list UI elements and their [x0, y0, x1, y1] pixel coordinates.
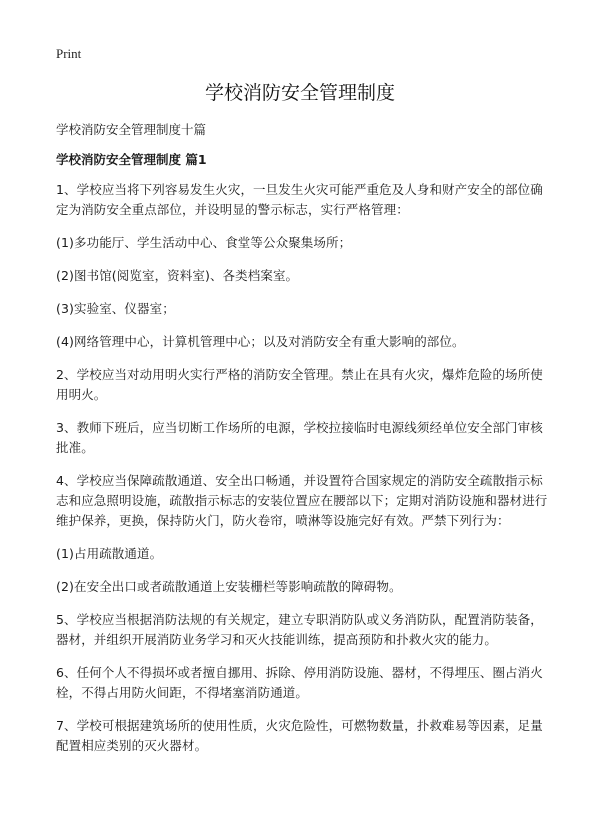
document-subtitle: 学校消防安全管理制度十篇	[56, 122, 207, 137]
paragraph: (2)图书馆(阅览室，资料室)、各类档案室。	[56, 268, 299, 283]
paragraph: 2、学校应当对动用明火实行严格的消防安全管理。禁止在具有火灾，爆炸危险的场所使用明火。	[56, 367, 543, 402]
paragraph: 3、教师下班后，应当切断工作场所的电源，学校拉接临时电源线须经单位安全部门审核批准。	[56, 420, 543, 455]
paragraph: (1)多功能厅、学生活动中心、食堂等公众聚集场所；	[56, 235, 352, 250]
section-heading: 学校消防安全管理制度 篇1	[56, 152, 207, 167]
paragraph: (1)占用疏散通道。	[56, 546, 163, 561]
paragraph: (3)实验室、仪器室；	[56, 301, 175, 316]
paragraph: 4、学校应当保障疏散通道、安全出口畅通，并设置符合国家规定的消防安全疏散指示标志和应急照明设施，疏散指示标志的安装位置应在腰部以下；定期对消防设施和器材进行维护保养，更换，保持防火门，防火卷帘，喷淋等设施完好有效。严禁下列行为：	[56, 473, 548, 528]
paragraph: (4)网络管理中心，计算机管理中心；以及对消防安全有重大影响的部位。	[56, 334, 465, 349]
document-body	[56, 180, 550, 769]
print-link[interactable]: Print	[56, 46, 82, 61]
paragraph: 7、学校可根据建筑场所的使用性质，火灾危险性，可燃物数量，扑救难易等因素，足量配置相应类别的灭火器材。	[56, 718, 543, 753]
paragraph: (2)在安全出口或者疏散通道上安装栅栏等影响疏散的障碍物。	[56, 579, 402, 594]
page-title: 学校消防安全管理制度	[204, 82, 395, 104]
paragraph: 6、任何个人不得损坏或者擅自挪用、拆除、停用消防设施、器材，不得埋压、圈占消火栓，不得占用防火间距，不得堵塞消防通道。	[56, 665, 543, 700]
paragraph: 5、学校应当根据消防法规的有关规定，建立专职消防队或义务消防队，配置消防装备，器材，并组织开展消防业务学习和灭火技能训练，提高预防和扑救火灾的能力。	[56, 612, 543, 647]
paragraph: 1、学校应当将下列容易发生火灾，一旦发生火灾可能严重危及人身和财产安全的部位确定为消防安全重点部位，并设明显的警示标志，实行严格管理：	[56, 182, 543, 217]
